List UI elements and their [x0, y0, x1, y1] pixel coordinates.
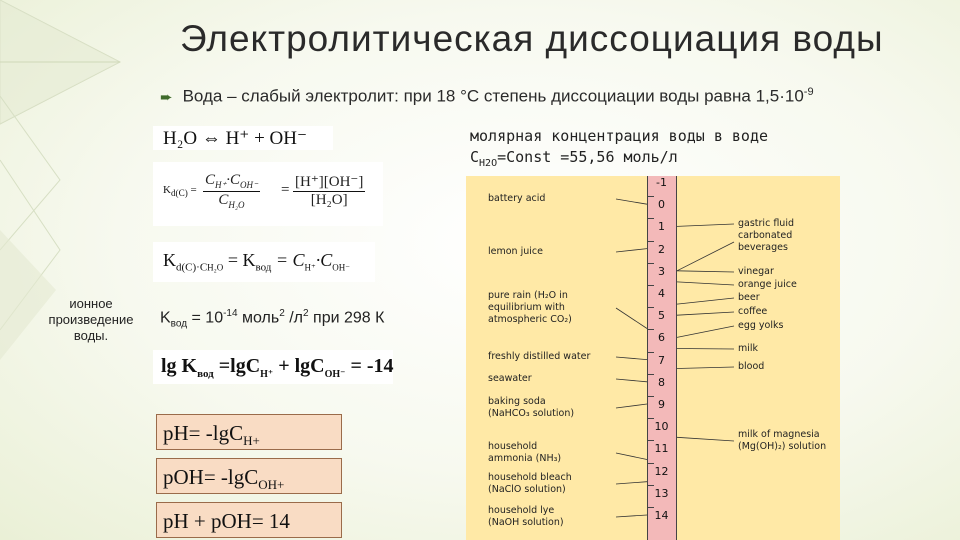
kvod-unit2: /л: [284, 309, 304, 327]
ph-tick-label: 8: [658, 375, 665, 389]
ph-tick-label: 2: [658, 242, 665, 256]
ph-tick-label: 10: [654, 420, 669, 434]
lg-sub: вод: [197, 368, 214, 380]
kvod-rel-c1-sub: H⁺: [304, 262, 316, 273]
left-ph-label: [488, 290, 572, 326]
kd-num-c2: ·C: [226, 172, 241, 188]
kvod-eq: = 10: [187, 309, 224, 327]
ph-formula: pH= -lgC: [163, 421, 244, 445]
left-ph-label-line: lemon juice: [488, 246, 543, 257]
kvod-unit: моль: [237, 309, 280, 327]
lg-equation: [161, 355, 394, 380]
right-leader-line: [677, 224, 734, 226]
kvod-rel-k: K: [163, 250, 176, 270]
kd-num-sub1: H⁺: [215, 180, 227, 190]
kd-bracket-numerator: [H⁺][OH⁻]: [295, 174, 364, 190]
kvod-exp2: 2: [279, 308, 285, 319]
kvod-rel-c2-sub: OH⁻: [332, 262, 351, 273]
right-ph-label-line: carbonated: [738, 230, 793, 241]
left-ph-label: [488, 472, 572, 496]
left-leader-line: [616, 308, 647, 329]
kd-fraction-numerator: [203, 172, 260, 192]
right-ph-label-line: milk of magnesia: [738, 429, 820, 440]
lg-rest: =lgC: [213, 355, 261, 377]
bullet-statement: [160, 86, 814, 107]
ph-tick-mark: [648, 352, 654, 353]
ph-tick-label: 3: [658, 264, 665, 278]
kd-equals: =: [281, 182, 290, 198]
right-ph-label-line: blood: [738, 361, 765, 372]
poh-formula-box: [156, 458, 342, 494]
ph-tick-mark: [648, 263, 654, 264]
left-ph-label: [488, 193, 545, 205]
kd-sub: d(C): [170, 188, 188, 199]
left-leader-line: [616, 453, 647, 460]
ph-tick-mark: [648, 507, 654, 508]
right-ph-label: [738, 306, 767, 318]
ph-tick-label: 12: [654, 464, 669, 478]
right-leader-line: [677, 312, 734, 315]
left-ph-label-line: ammonia (NH₃): [488, 453, 562, 464]
left-leader-line: [616, 404, 647, 408]
molar-line2: =Const =55,56 моль/л: [497, 148, 678, 166]
bullet-exponent: -9: [803, 86, 814, 98]
left-ph-label-line: freshly distilled water: [488, 351, 591, 362]
kd-bracket-denominator: [H₂O]: [310, 192, 348, 208]
molar-c: C: [470, 148, 480, 166]
ph-ruler: [647, 176, 677, 540]
poh-formula-sub: OH+: [258, 477, 285, 493]
left-ph-label: [488, 396, 574, 420]
right-ph-label-line: orange juice: [738, 279, 797, 290]
dissociation-equation-box: [153, 126, 333, 150]
left-leader-line: [616, 482, 647, 484]
left-ph-label-line: household bleach: [488, 472, 572, 483]
right-leader-line: [677, 367, 734, 368]
ph-tick-label: 9: [658, 398, 665, 411]
ph-tick-label: 5: [658, 309, 665, 323]
kd-label: $K_{d(C)}$ =: [163, 184, 197, 199]
left-ph-label: [488, 246, 543, 258]
left-ph-label-line: equilibrium with: [488, 302, 565, 313]
kvod-rel-c1: = C: [271, 250, 305, 270]
ph-tick-label: 1: [658, 220, 665, 234]
right-ph-label-line: egg yolks: [738, 320, 784, 331]
right-ph-label-line: gastric fluid: [738, 218, 794, 229]
lg-rest-sub: H⁺: [260, 369, 274, 380]
kvod-rel-c2: ·C: [315, 250, 333, 270]
ph-tick-mark: [648, 396, 654, 397]
ph-tick-mark: [648, 307, 654, 308]
left-ph-label: [488, 441, 561, 465]
ph-tick-mark: [648, 418, 654, 419]
lg-equation-box: [153, 350, 393, 384]
kd-fraction-concentrations: [203, 172, 260, 210]
lg-end: = -14: [345, 355, 394, 377]
kvod-rel-vod: вод: [255, 261, 272, 274]
kvod-relation-box: [153, 242, 375, 282]
ph-tick-mark: [648, 463, 654, 464]
right-leader-line: [677, 242, 734, 271]
ph-tick-label: 0: [658, 198, 665, 212]
left-ph-label-line: battery acid: [488, 193, 546, 204]
left-ph-label: [488, 505, 564, 529]
left-ph-label-line: seawater: [488, 373, 532, 384]
slide-title: Электролитическая диссоциация воды: [180, 18, 884, 59]
ph-formula-sub: H+: [243, 433, 260, 449]
right-leader-line: [677, 271, 734, 272]
left-ph-label-line: household: [488, 441, 538, 452]
dissociation-equation: H₂O ⇔ H⁺ + OH⁻: [163, 128, 308, 149]
left-leader-line: [616, 357, 647, 360]
left-ph-label-line: (NaClO solution): [488, 484, 566, 495]
left-ph-label-line: (NaOH solution): [488, 517, 564, 528]
right-ph-label-line: vinegar: [738, 266, 774, 277]
right-ph-label: [738, 218, 794, 230]
kvod-exp3: 2: [303, 308, 309, 319]
kd-den-c: C: [218, 192, 229, 208]
left-ph-label-line: (NaHCO₃ solution): [488, 408, 575, 419]
right-ph-label: [738, 230, 792, 254]
left-ph-label-line: pure rain (H₂O in: [488, 290, 568, 301]
left-leader-line: [616, 249, 647, 252]
ph-tick-mark: [648, 374, 654, 375]
right-leader-line: [677, 282, 734, 285]
right-ph-label-line: coffee: [738, 306, 768, 317]
left-leader-line: [616, 199, 647, 204]
lg-k: lg K: [161, 355, 198, 377]
left-ph-label-line: household lye: [488, 505, 555, 516]
kd-k: K: [163, 184, 171, 196]
molar-c-sub: H2O: [479, 158, 498, 169]
right-leader-line: [677, 437, 734, 441]
left-leader-line: [616, 379, 647, 382]
lg-rest2: + lgC: [273, 355, 325, 377]
kd-equation-box: [153, 162, 383, 226]
right-ph-label: [738, 429, 826, 453]
right-ph-label: [738, 320, 783, 332]
left-ph-label: [488, 373, 532, 385]
ph-tick-mark: [648, 196, 654, 197]
kvod-rel-sub1: d(C)·C: [176, 261, 208, 274]
ph-tick-label: 6: [658, 331, 665, 345]
bullet-arrow-icon: ➨: [160, 88, 173, 106]
ph-sum-formula: pH + pOH= 14: [163, 509, 290, 533]
kvod-k: K: [160, 309, 171, 327]
kd-num-c1: C: [205, 172, 216, 188]
ph-sum-box: [156, 502, 342, 538]
kd-fraction-denominator: [203, 192, 260, 210]
left-ph-label: [488, 351, 590, 363]
ph-tick-mark: [648, 241, 654, 242]
right-ph-label-line: beer: [738, 292, 760, 303]
ph-tick-mark: [648, 440, 654, 441]
right-ph-label: [738, 361, 764, 373]
kvod-relation: [163, 250, 350, 274]
kvod-rel-kvod: = K: [223, 250, 256, 270]
ph-tick-mark: [648, 218, 654, 219]
left-leader-line: [616, 515, 647, 517]
ph-tick-label: 13: [654, 486, 669, 500]
kd-fraction-brackets: [293, 172, 365, 209]
right-ph-label: [738, 266, 774, 278]
lg-rest2-sub: OH⁻: [324, 369, 346, 380]
right-ph-label: [738, 292, 760, 304]
right-leader-line: [677, 298, 734, 304]
ph-tick-label: 7: [658, 353, 665, 367]
ph-tick-label: 4: [658, 287, 665, 300]
kd-num-sub2: OH⁻: [240, 180, 258, 190]
kvod-value-line: [160, 308, 384, 330]
molar-concentration-note: [470, 126, 768, 174]
right-leader-line: [677, 326, 734, 337]
ph-formula-box: [156, 414, 342, 450]
bullet-text: Вода – слабый электролит: при 18 °C степень диссоциации воды равна 1,5·10: [182, 86, 804, 106]
right-leader-line: [677, 349, 734, 350]
poh-formula: pOH= -lgC: [163, 465, 259, 489]
left-ph-label-line: atmospheric CO₂): [488, 314, 572, 325]
right-ph-label: [738, 279, 797, 291]
ion-product-label: ионное произведение воды.: [48, 296, 134, 343]
kvod-rel-sub2: H₂O: [207, 262, 224, 273]
ph-tick-label: -1: [656, 176, 667, 189]
right-ph-label-line: beverages: [738, 242, 788, 253]
ph-tick-label: 11: [654, 442, 669, 456]
left-ph-label-line: baking soda: [488, 396, 546, 407]
ph-tick-mark: [648, 285, 654, 286]
ph-tick-mark: [648, 485, 654, 486]
right-ph-label: [738, 343, 758, 355]
kvod-exp1: -14: [223, 308, 238, 319]
kd-den-sub: H₂O: [228, 200, 245, 210]
kvod-sub: вод: [170, 318, 188, 330]
ph-tick-mark: [648, 329, 654, 330]
molar-line2-wrap: [470, 147, 768, 174]
right-ph-label-line: (Mg(OH)₂) solution: [738, 441, 827, 452]
kvod-tail: при 298 К: [308, 309, 385, 327]
corner-decoration: [0, 0, 140, 540]
ph-tick-label: 14: [654, 509, 669, 522]
ph-scale-panel: [466, 176, 840, 540]
molar-line1: молярная концентрация воды в воде: [470, 127, 769, 145]
right-ph-label-line: milk: [738, 343, 759, 354]
